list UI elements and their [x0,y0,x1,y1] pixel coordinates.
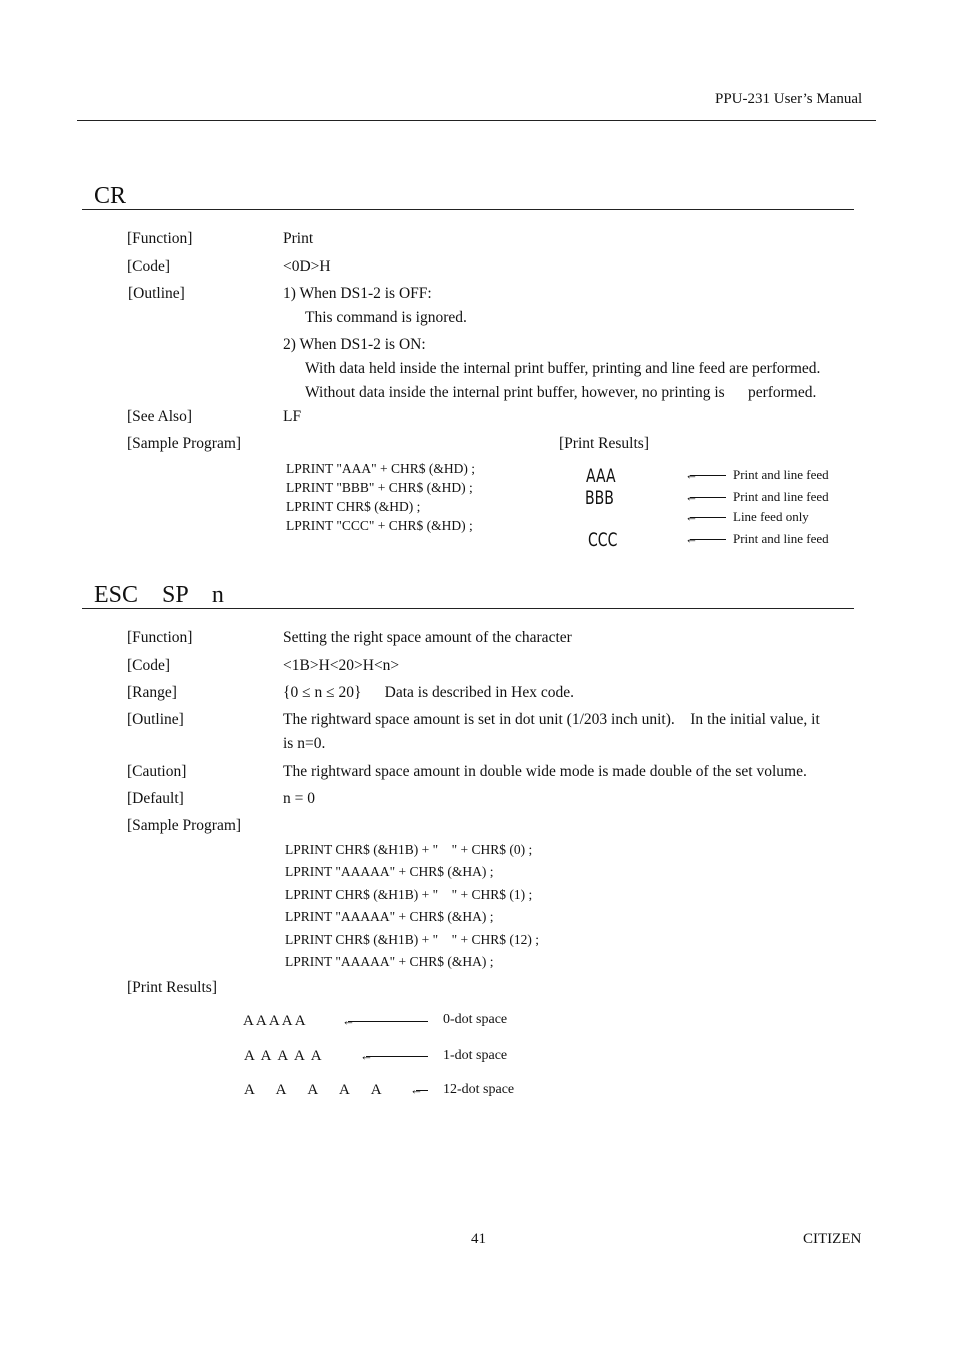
program-line: LPRINT CHR$ (&H1B) + " " + CHR$ (12) ; [285,932,540,947]
section-rule-esc-sp-n [82,608,854,609]
cr-function-label: [Function] [127,230,193,247]
program-line: LPRINT "BBB" + CHR$ (&HD) ; [286,480,473,495]
esc-function-label: [Function] [127,629,193,646]
cr-code-label: [Code] [127,258,171,275]
esc-outline-value: The rightward space amount is set in dot unit (1/203 inch unit). In the initial value, it [283,711,820,728]
result-annotation: Print and line feed [733,531,829,546]
esc-sample-program-label: [Sample Program] [127,817,242,834]
cr-see-also-value: LF [283,408,302,425]
program-line: LPRINT CHR$ (&H1B) + " " + CHR$ (1) ; [285,887,533,902]
esc-outline-continued: is n=0. [283,735,326,752]
result-output: AAA [586,465,616,487]
program-line: LPRINT CHR$ (&H1B) + " " + CHR$ (0) ; [285,842,533,857]
cr-sample-program-label: [Sample Program] [127,435,242,452]
page-number: 41 [471,1231,486,1247]
esc-range-value: {0 ≤ n ≤ 20} Data is described in Hex code. [283,684,575,701]
result-annotation: Line feed only [733,509,809,524]
cr-outline-line-2: 2) When DS1-2 is ON: [283,336,426,353]
program-line: LPRINT "AAAAA" + CHR$ (&HA) ; [285,954,494,969]
esc-caution-value: The rightward space amount in double wide mode is made double of the set volume. [283,763,807,780]
result-output: A A A A A [244,1082,382,1098]
cr-outline-value: 1) When DS1-2 is OFF: [283,285,432,302]
program-line: LPRINT "AAAAA" + CHR$ (&HA) ; [285,909,494,924]
cr-see-also-label: [See Also] [127,408,193,425]
esc-function-value: Setting the right space amount of the character [283,629,572,646]
program-line: LPRINT CHR$ (&HD) ; [286,499,421,514]
header-rule [77,120,876,121]
esc-default-label: [Default] [127,790,184,807]
esc-code-label: [Code] [127,657,171,674]
esc-default-value: n = 0 [283,790,315,807]
section-title-esc-sp-n: ESC SP n [94,582,224,608]
manual-title: PPU-231 User’s Manual [715,91,863,107]
section-title-cr: CR [94,183,127,209]
program-line: LPRINT "CCC" + CHR$ (&HD) ; [286,518,473,533]
result-output: BBB [585,487,614,509]
brand-name: CITIZEN [803,1231,862,1247]
cr-code-value: <0D>H [283,258,331,275]
cr-outline-line-3: With data held inside the internal print buffer, printing and line feed are performed. [305,360,821,377]
result-output: CCC [588,529,618,551]
cr-outline-line-4: Without data inside the internal print buffer, however, no printing is performed. [305,384,817,401]
program-line: LPRINT "AAA" + CHR$ (&HD) ; [286,461,476,476]
result-output: A A A A A [244,1048,322,1064]
esc-code-value: <1B>H<20>H<n> [283,657,400,674]
cr-print-results-label: [Print Results] [559,435,649,452]
esc-outline-label: [Outline] [127,711,184,728]
result-annotation: Print and line feed [733,467,829,482]
result-annotation: 12-dot space [443,1082,515,1097]
result-annotation: 1-dot space [443,1048,508,1063]
result-annotation: 0-dot space [443,1012,508,1027]
cr-outline-label: [Outline] [128,285,185,302]
esc-caution-label: [Caution] [127,763,187,780]
cr-outline-line-1: This command is ignored. [305,309,467,326]
cr-function-value: Print [283,230,314,247]
esc-print-results-label: [Print Results] [127,979,217,996]
program-line: LPRINT "AAAAA" + CHR$ (&HA) ; [285,864,494,879]
result-annotation: Print and line feed [733,489,829,504]
esc-range-label: [Range] [127,684,177,701]
section-rule-cr [82,209,854,210]
result-output: A A A A A [243,1013,306,1029]
